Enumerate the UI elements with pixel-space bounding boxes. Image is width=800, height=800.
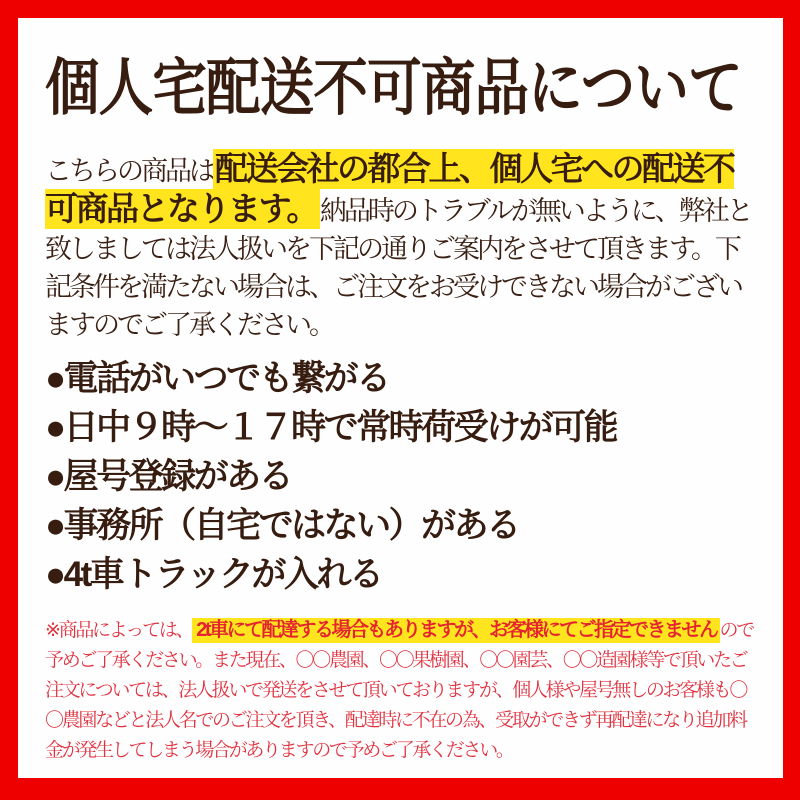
condition-list bbox=[45, 354, 755, 599]
condition-item-truck-access: ●4t車トラックが入れる bbox=[45, 555, 382, 594]
condition-item-office: ●事務所（自宅ではない）がある bbox=[45, 506, 519, 545]
footnote-paragraph bbox=[45, 615, 755, 766]
condition-item-phone: ●電話がいつでも繋がる bbox=[45, 359, 389, 398]
notice-card bbox=[18, 18, 783, 778]
intro-paragraph bbox=[45, 150, 755, 344]
condition-item-hours: ●日中９時～１７時で常時荷受けが可能 bbox=[45, 408, 617, 447]
notice-title: 個人宅配送不可商品について bbox=[45, 54, 742, 123]
intro-highlight-text: 配送会社の都合上、個人宅への配送不可商品となります。 bbox=[45, 150, 734, 227]
footnote-highlight-text: 2t車にて配達する場合もありますが、お客様にてご指定できません bbox=[192, 618, 719, 643]
footnote-rest-text: ので予めご了承ください。また現在、〇〇農園、〇〇果樹園、〇〇園芸、〇〇造園様等で頂いたご注文については、法人扱いで発送をさせて頂いておりますが、個人様や屋号無しのお客様も〇〇農園などと法人名でのご注文を頂き、配達時に不在の為、受取ができず再配達になり追加料金が発生してしまう場合がありますので予めご了承ください。 bbox=[45, 620, 753, 761]
intro-lead-text: こちらの商品は bbox=[45, 156, 213, 186]
intro-rest-text: 納品時のトラブルが無いように、弊社と致しましては法人扱いを下記の通りご案内をさせて頂きます。下記条件を満たない場合は、ご注文をお受けできない場合がございますのでご了承ください。 bbox=[45, 196, 751, 340]
condition-item-trade-name: ●屋号登録がある bbox=[45, 457, 292, 496]
footnote-lead-text: ※商品によっては、 bbox=[45, 620, 193, 641]
